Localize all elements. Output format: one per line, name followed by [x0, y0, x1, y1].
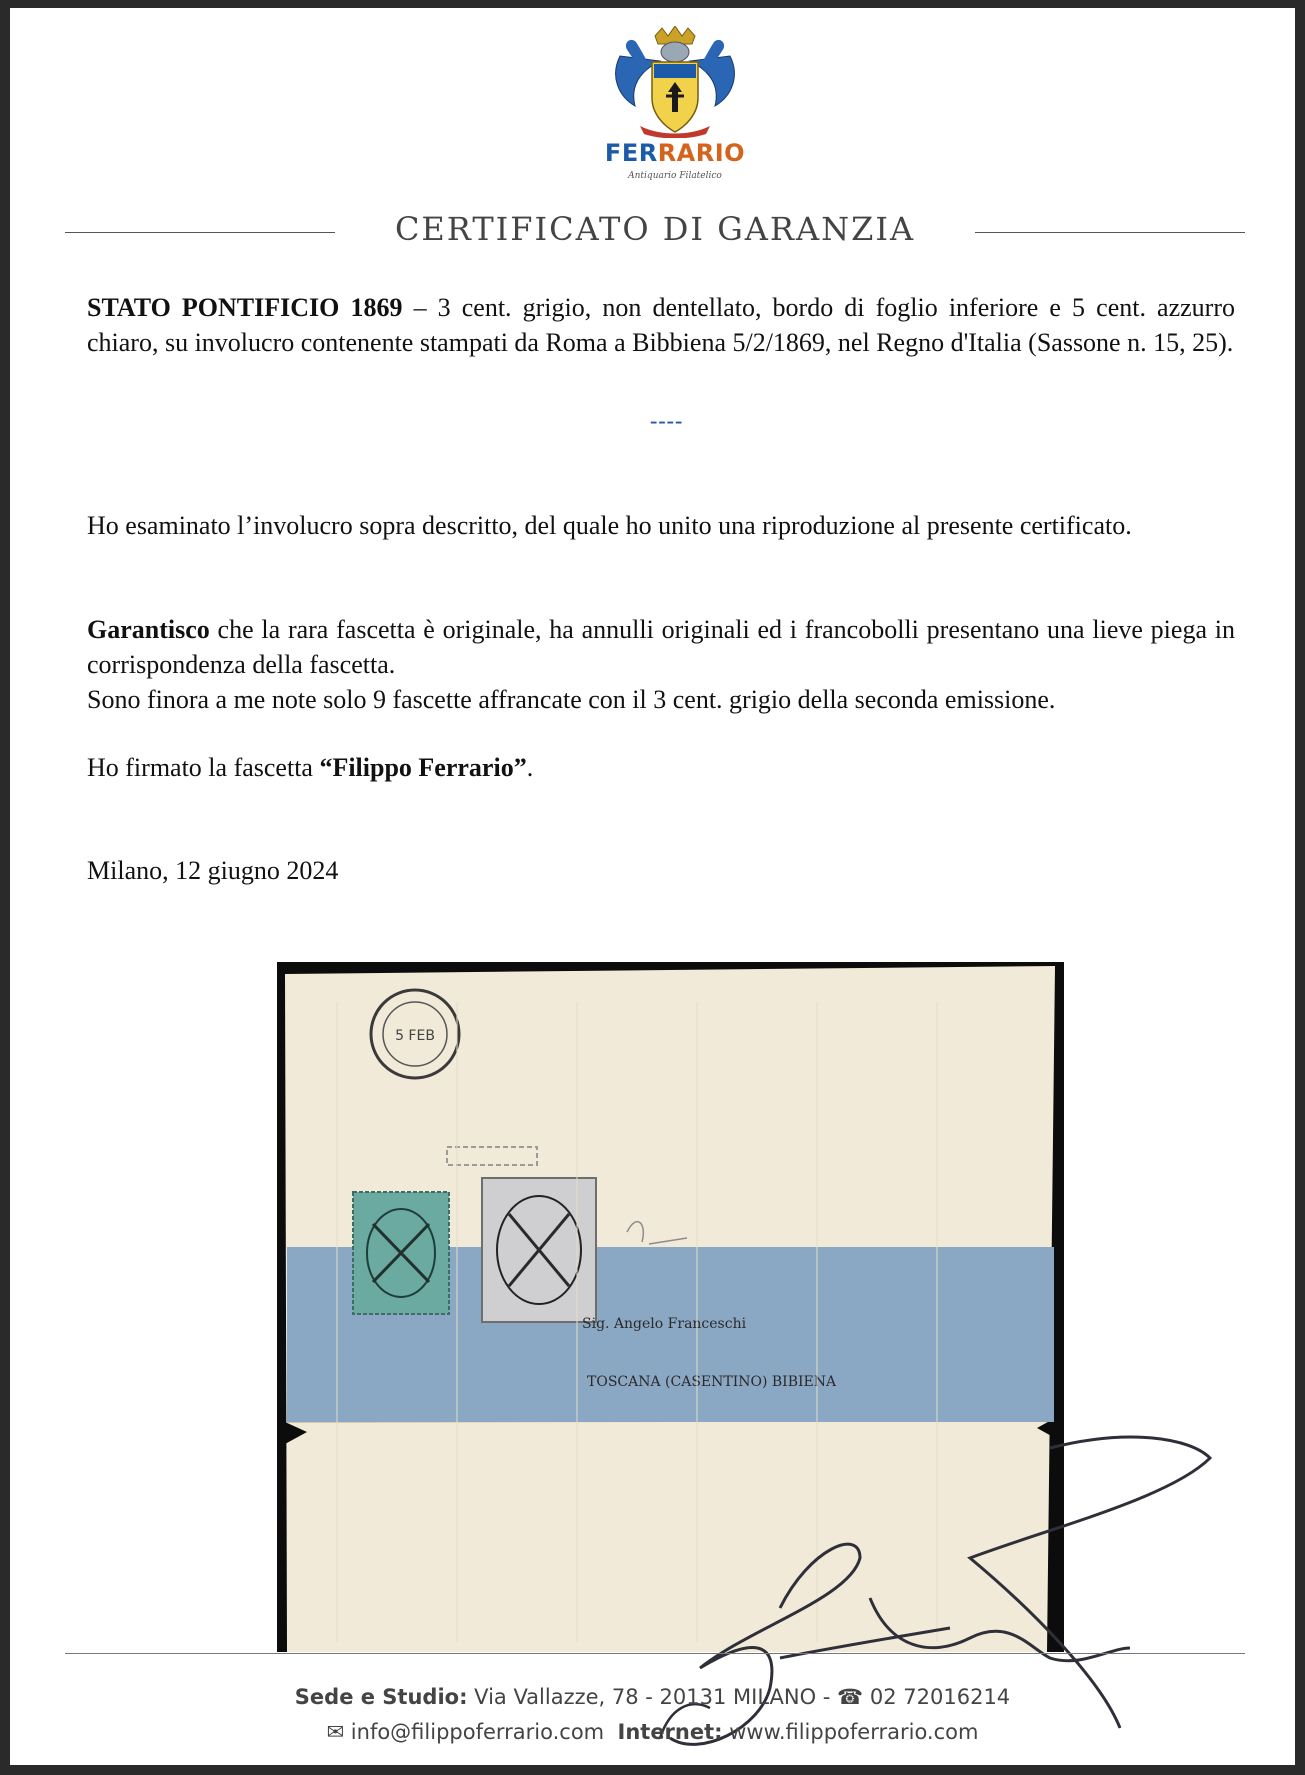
- footer-internet-label: Internet:: [617, 1720, 723, 1744]
- separator: ----: [650, 408, 684, 433]
- title-row: [65, 208, 1245, 252]
- description-lead: STATO PONTIFICIO 1869: [87, 293, 403, 322]
- brand-name: [600, 139, 750, 167]
- footer-contacts: [10, 1720, 1295, 1744]
- coat-of-arms-icon: [600, 26, 750, 138]
- guarantee-body: che la rara fascetta è originale, ha annulli originali ed i francobolli presentano una lieve piega in corrispondenza della fascetta.: [87, 615, 1235, 679]
- footer-rule: [65, 1653, 1245, 1654]
- certificate-page: [10, 8, 1295, 1765]
- footer-website[interactable]: www.filippoferrario.com: [722, 1720, 979, 1744]
- signed-suffix: .: [526, 753, 534, 782]
- cover-addressee: Sig. Angelo Franceschi: [582, 1316, 747, 1332]
- place-date: Milano, 12 giugno 2024: [87, 856, 339, 885]
- brand-accent: RARIO: [657, 139, 746, 167]
- brand-tagline: Antiquario Filatelico: [628, 171, 722, 181]
- paragraph-guarantee: [87, 612, 1235, 682]
- paragraph-signed: [87, 750, 1235, 785]
- footer-address-label: Sede e Studio:: [294, 1685, 468, 1709]
- cover-destination: TOSCANA (CASENTINO) BIBIENA: [587, 1374, 837, 1390]
- cover-image: [277, 962, 1064, 1652]
- certificate-title: CERTIFICATO DI GARANZIA: [394, 210, 916, 248]
- footer-address-text: Via Vallazze, 78 - 20131 MILANO - ☎ 02 72016214: [467, 1685, 1011, 1709]
- footer-email[interactable]: info@filippoferrario.com: [344, 1720, 605, 1744]
- brand-prefix: FER: [604, 139, 658, 167]
- footer-address: [10, 1685, 1295, 1709]
- envelope-icon: ✉: [326, 1720, 345, 1744]
- paragraph-known-covers: Sono finora a me note solo 9 fascette affrancate con il 3 cent. grigio della seconda emissione.: [87, 685, 1056, 714]
- ferrario-logo: [600, 26, 750, 196]
- stamp-3-cent-icon: [482, 1178, 596, 1322]
- signed-name: “Filippo Ferrario”: [319, 753, 527, 782]
- svg-text:5 FEB: 5 FEB: [395, 1028, 435, 1044]
- signed-prefix: Ho firmato la fascetta: [87, 753, 320, 782]
- guarantee-lead: Garantisco: [87, 615, 210, 644]
- stamp-5-cent-icon: [353, 1192, 449, 1314]
- description-body: – 3 cent. grigio, non dentellato, bordo di foglio inferiore e 5 cent. azzurro chiaro, su involucro contenente stampati da Roma a Bibbiena 5/2/1869, nel Regno d'Italia (Sassone n. 15, 25).: [87, 293, 1235, 357]
- paragraph-examined: Ho esaminato l’involucro sopra descritto, del quale ho unito una riproduzione al presente certificato.: [87, 511, 1132, 540]
- item-description: [87, 290, 1235, 360]
- cover-photo: [277, 962, 1064, 1652]
